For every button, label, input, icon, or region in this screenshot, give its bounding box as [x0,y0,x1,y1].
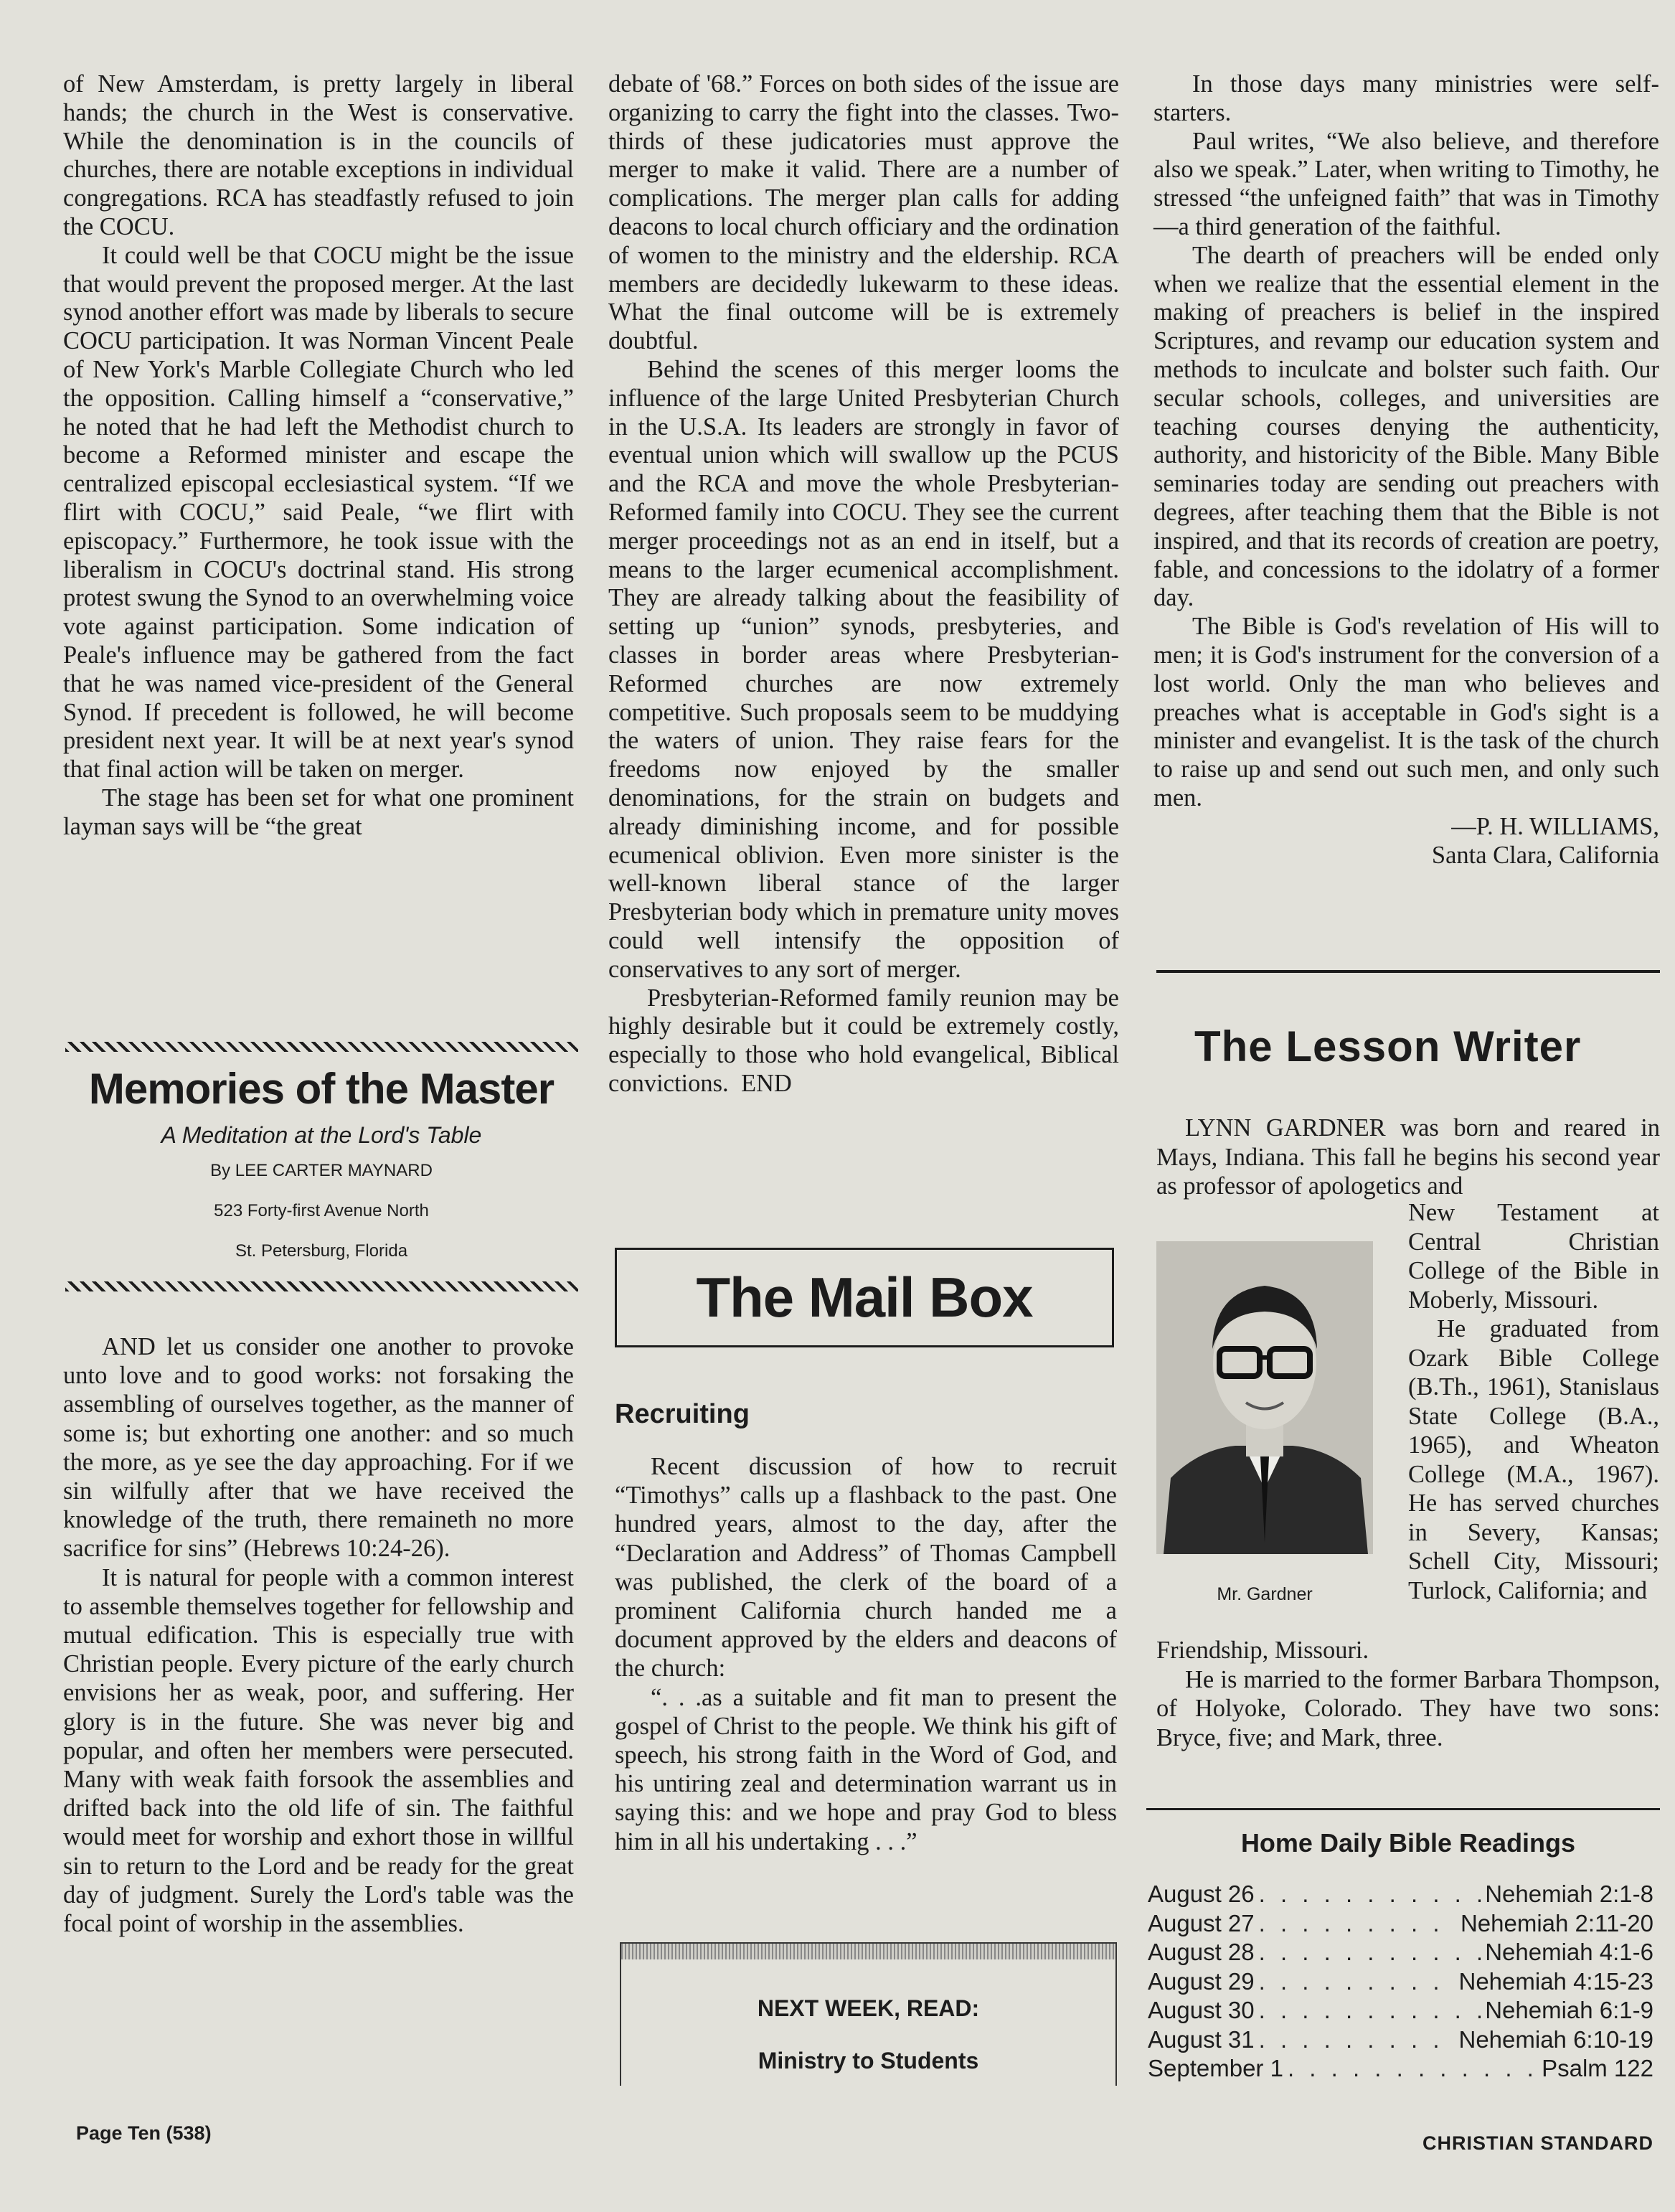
bio-paragraph: LYNN GARDNER was born and reared in Mays, Indiana. This fall he begins his second year as professor of apologetics and [1156,1114,1660,1200]
lesson-writer-intro [1156,1114,1660,1201]
meditation-header [63,1032,580,1291]
leader-dots [1259,1996,1481,2025]
reading-reference: Nehemiah 6:10-19 [1458,2025,1653,2053]
letter-paragraph: In those days many ministries were self-starters. [1153,70,1659,126]
end-mark: END [740,1069,792,1097]
meditation-address: 523 Forty-first Avenue North [214,1201,429,1220]
reading-row [1148,2054,1653,2084]
bio-paragraph: He is married to the former Barbara Thompson, of Holyoke, Colorado. They have two sons: Bryce, five; and Mark, three. [1156,1665,1660,1751]
reading-reference: Nehemiah 6:1-9 [1485,1997,1653,2023]
reading-row [1148,2025,1653,2055]
photo-caption: Mr. Gardner [1217,1584,1313,1604]
meditation-city: St. Petersburg, Florida [235,1241,408,1261]
letter-paragraph: “. . .as a suitable and fit man to present the gospel of Christ to the people. We think his gift of speech, his strong faith in the Word of God, and his untiring zeal and determination warrant us in saying this: and we hope and pray God to bless him in all his undertaking . . .” [615,1683,1117,1855]
article-paragraph: debate of '68.” Forces on both sides of the issue are organizing to carry the fight into the classes. Two-thirds of these judicatories must approve the merger to make it valid. There are a number of complications. The merger plan calls for adding deacons to local church officiary and the ordination of women to the ministry and the eldership. RCA members are decidedly lukewarm to these ideas. What the final outcome will be is extremely doubtful. [608,70,1119,355]
reading-reference: Nehemiah 4:1-6 [1485,1939,1653,1965]
mailbox-title: The Mail Box [696,1266,1033,1329]
reading-date: August 28 [1148,1939,1255,1965]
box-stripe [621,1944,1115,1959]
portrait-drawing [1156,1241,1373,1554]
section-rule [1156,970,1660,973]
publication-name: CHRISTIAN STANDARD [1422,2132,1653,2154]
mailbox-title-box [615,1248,1114,1347]
article-paragraph-text: Presbyterian-Reformed family reunion may be highly desirable but it could be extremely costly, especially to those who hold evangelical, Biblical convictions. [608,984,1119,1097]
leader-dots [1259,2025,1455,2055]
reading-date: August 31 [1148,2025,1255,2053]
next-week-box [620,1942,1117,2086]
reading-row [1148,1909,1653,1939]
letter-signature-name: —P. H. WILLIAMS, [1451,812,1659,840]
bio-paragraph: New Testament at Central Christian College of the Bible in Moberly, Missouri. [1408,1199,1659,1314]
page-number: Page Ten (538) [76,2122,212,2144]
bio-paragraph: He graduated from Ozark Bible College (B.Th., 1961), Stanislaus State College (B.A., 1965), and Wheaton College (M.A., 1967). He has served churches in Severy, Kansas; Schell City, Missouri; Turlock, California; and [1408,1315,1659,1604]
letter-paragraph: Recent discussion of how to recruit “Timothys” calls up a flashback to the past. One hundred years, almost to the day, after the “Declaration and Address” of Thomas Campbell was published, the clerk of the board of a prominent California church handed me a document approved by the elders and deacons of the church: [615,1453,1117,1682]
column-1-text [63,70,574,842]
reading-reference: Psalm 122 [1542,2055,1653,2081]
portrait-photo [1156,1241,1373,1554]
lesson-writer-side-text [1408,1198,1659,1605]
letter-paragraph: The dearth of preachers will be ended only when we realize that the essential element in the making of preachers is belief in the inspired Scriptures, and revamp our education system and methods to inculcate and bolster such faith. Our secular schools, colleges, and universities are teaching courses denying the authenticity, authority, and historicity of the Bible. Many Bible seminaries today are sending out preachers with degrees, after teaching them that the Bible is not inspired, and that its records of creation are poetry, fable, and concessions to the idolatry of a former day. [1153,241,1659,612]
letter-paragraph: Paul writes, “We also believe, and therefore also we speak.” Later, when writing to Timothy, he stressed “the unfeigned faith” that was in Timothy—a third generation of the faithful. [1153,127,1659,240]
letter-paragraph: The Bible is God's revelation of His will to men; it is God's instrument for the conversion of a lost world. Only the man who believes and preaches what is acceptable in God's sight is a minister and evangelist. It is the task of the church to raise up and send out such men, and only such men. [1153,613,1659,811]
lesson-writer-closing [1156,1636,1660,1752]
reading-date: August 29 [1148,1967,1255,1995]
meditation-text [63,1332,574,1938]
meditation-author: By LEE CARTER MAYNARD [210,1161,433,1180]
reading-reference: Nehemiah 2:1-8 [1485,1881,1653,1907]
wavy-divider [65,1042,578,1052]
readings-title: Home Daily Bible Readings [1240,1828,1576,1858]
reading-reference: Nehemiah 4:15-23 [1458,1967,1653,1995]
reading-row [1148,1880,1653,1909]
reading-date: August 30 [1148,1997,1255,2023]
meditation-subtitle: A Meditation at the Lord's Table [161,1122,482,1148]
reading-date: September 1 [1148,2055,1283,2081]
section-rule [1146,1808,1660,1810]
article-paragraph: The stage has been set for what one prominent layman says will be “the great [63,783,574,840]
readings-list [1148,1880,1653,2084]
next-week-topic: Ministry to Students [758,2048,979,2074]
article-paragraph [608,984,1119,1098]
reading-row [1148,1967,1653,1997]
reading-reference: Nehemiah 2:11-20 [1460,1909,1653,1936]
leader-dots [1259,1938,1481,1967]
meditation-paragraph: It is natural for people with a common interest to assemble themselves together for fellowship and mutual edification. This is especially true with Christian people. Every picture of the early church envisions her as weak, poor, and suffering. Her glory is in the future. She was never big and popular, and often her members were persecuted. Many with weak faith forsook the assemblies and drifted back into the old life of sin. The faithful would meet for worship and exhort those in willful sin to return to the Lord and be ready for the great day of judgment. Surely the Lord's table was the focal point of worship in the assemblies. [63,1563,574,1938]
meditation-title: Memories of the Master [88,1065,555,1113]
leader-dots [1259,1880,1481,1909]
column-2-text [608,70,1119,1098]
reading-row [1148,1996,1653,2025]
article-paragraph: Behind the scenes of this merger looms the influence of the large United Presbyterian Church in the U.S.A. Its leaders are strongly in favor of eventual union which will swallow up the PCUS and the RCA and move the whole Presbyterian-Reformed family into COCU. They see the current merger proceedings not as an end in itself, but a means to the larger ecumenical accomplishment. They are already talking about the feasibility of setting up “union” synods, presbyteries, and classes in border areas where Presbyterian-Reformed churches are now extremely competitive. Such proposals seem to be muddying the waters of union. They raise fears for the freedoms now enjoyed by the smaller denominations, for the strain on budgets and already diminishing income, and for possible ecumenical oblivion. Even more sinister is the well-known liberal stance of the larger Presbyterian body which in premature unity moves could well intensify the opposition of conservatives to any sort of merger. [608,355,1119,983]
reading-row [1148,1938,1653,1967]
letter-text [615,1452,1117,1856]
article-paragraph: of New Amsterdam, is pretty largely in liberal hands; the church in the West is conservative. While the denomination is in the councils of churches, there are notable exceptions in individual congregations. RCA has steadfastly refused to join the COCU. [63,70,574,240]
leader-dots [1288,2054,1537,2084]
article-paragraph: It could well be that COCU might be the issue that would prevent the proposed merger. At the last synod another effort was made by liberals to secure COCU participation. It was Norman Vincent Peale of New York's Marble Collegiate Church who led the opposition. Calling himself a “conservative,” he noted that he had left the Methodist church to become a Reformed minister and escape the centralized episcopal ecclesiastical system. “If we flirt with COCU,” said Peale, “we flirt with episcopacy.” Furthermore, he took issue with the liberalism in COCU's doctrinal stand. His strong protest swung the Synod to an overwhelming voice vote against participation. Some indication of Peale's influence may be gathered from the fact that he was named vice-president of the General Synod. If precedent is followed, he will become president next year. It will be at next year's synod that final action will be taken on merger. [63,241,574,783]
letter-signature-place: Santa Clara, California [1431,841,1659,869]
column-3-text [1153,70,1659,870]
reading-date: August 27 [1148,1909,1255,1936]
next-week-label: NEXT WEEK, READ: [757,1995,980,2021]
leader-dots [1259,1967,1455,1997]
lesson-writer-title: The Lesson Writer [1194,1022,1582,1070]
leader-dots [1259,1909,1456,1939]
meditation-paragraph: AND let us consider one another to provoke unto love and to good works: not forsaking the assembling of ourselves together, as the manner of some is; but exhorting one another: and so much the more, as ye see the day approaching. For if we sin wilfully after that we have received the knowledge of the truth, there remaineth no more sacrifice for sins” (Hebrews 10:24-26). [63,1333,574,1563]
letter-heading: Recruiting [615,1399,750,1429]
reading-date: August 26 [1148,1881,1255,1907]
wavy-divider [65,1281,578,1291]
bio-paragraph: Friendship, Missouri. [1156,1637,1369,1664]
